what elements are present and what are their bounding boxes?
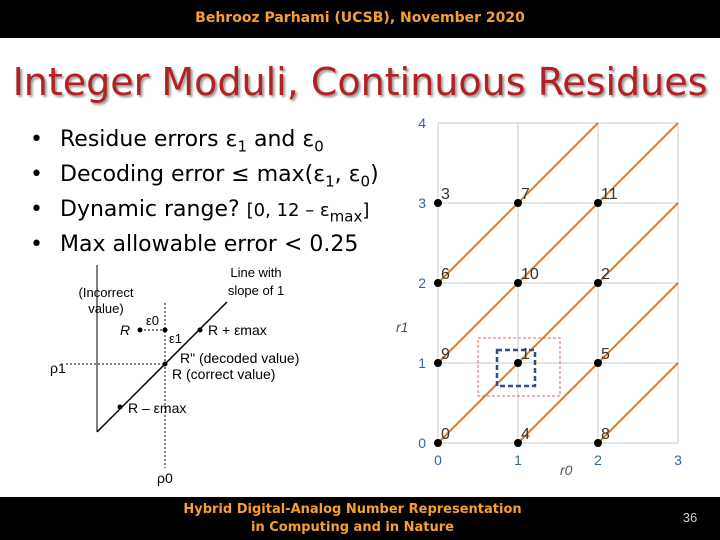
y-tick-label: 2 xyxy=(418,275,426,291)
bullet-item: • Decoding error ≤ $\max(\varepsilon_1$, $\varepsilon_0$) xyxy=(30,157,379,192)
line-caption-1: Line with xyxy=(230,265,282,280)
bullet-dot: • xyxy=(30,127,43,152)
bullet-dot: • xyxy=(30,162,43,187)
r-plus-label: R + εmax xyxy=(208,322,267,338)
page-number: 36 xyxy=(682,510,698,525)
residue-point-label: 7 xyxy=(521,186,530,203)
residue-point-label: 6 xyxy=(441,266,450,283)
residue-point-label: 5 xyxy=(601,346,610,363)
slope-line xyxy=(598,363,678,443)
bullet-dot: • xyxy=(30,232,43,257)
grid-lines xyxy=(438,123,678,443)
eps1-point xyxy=(163,328,168,333)
residue-point-label: 8 xyxy=(601,426,610,443)
residue-grid xyxy=(396,115,695,485)
r-plus-point xyxy=(198,328,203,333)
x-tick-label: 3 xyxy=(674,452,682,468)
x-tick-label: 1 xyxy=(514,452,522,468)
bullet-item: • Max allowable error < 0.25 xyxy=(30,227,379,262)
decoded-point xyxy=(163,362,168,367)
residue-point-label: 0 xyxy=(441,426,450,443)
x-tick-label: 0 xyxy=(434,452,442,468)
y-axis-label: r1 xyxy=(396,319,409,335)
footer-line-1: Hybrid Digital-Analog Number Representation xyxy=(183,502,522,517)
header-bar xyxy=(0,0,720,38)
y-tick-label: 3 xyxy=(418,195,426,211)
rho0-label: ρ0 xyxy=(157,470,173,486)
y-tick-label: 0 xyxy=(418,435,426,451)
footer-line-2: in Computing and in Nature xyxy=(250,520,455,535)
residue-point-label: 3 xyxy=(441,186,450,203)
incorrect-label-2: value) xyxy=(88,301,124,316)
eps0-label: ε0 xyxy=(146,313,160,328)
residue-point-label: 9 xyxy=(441,346,450,363)
residue-point-label: 10 xyxy=(521,266,539,283)
incorrect-label-1: (Incorrect xyxy=(78,285,134,300)
slope-line xyxy=(438,123,678,363)
r-minus-point xyxy=(118,405,123,410)
bullet-item: • Residue errors $\varepsilon_1$ and $\varepsilon_0$ xyxy=(30,122,379,157)
bullet-item: • Dynamic range? [0, $12 - \varepsilon_{max}$] xyxy=(30,192,379,227)
y-tick-label: 1 xyxy=(418,355,426,371)
header-text: Behrooz Parhami (UCSB), November 2020 xyxy=(195,10,525,26)
eps1-label: ε1 xyxy=(169,331,183,346)
footer-text xyxy=(180,501,525,537)
rho1-label: ρ1 xyxy=(50,360,66,376)
slide-title: Integer Moduli, Continuous Residues xyxy=(12,60,708,104)
footer-bar xyxy=(0,497,720,540)
bullet-list xyxy=(30,122,379,262)
y-tick-label: 4 xyxy=(418,115,426,131)
x-tick-label: 2 xyxy=(594,452,602,468)
residue-point-label: 2 xyxy=(601,266,610,283)
incorrect-point xyxy=(138,328,143,333)
ticks-layer xyxy=(418,115,682,468)
x-axis-label: r0 xyxy=(560,462,573,478)
line-caption-2: slope of 1 xyxy=(227,283,285,298)
r-label: R xyxy=(120,322,131,338)
outer-tolerance-box xyxy=(478,338,560,396)
r-minus-label: R – εmax xyxy=(128,400,187,416)
r-correct-label: R (correct value) xyxy=(172,366,276,382)
residue-point-label: 11 xyxy=(601,186,618,203)
points-layer xyxy=(434,186,618,447)
error-diagram xyxy=(0,255,400,495)
residue-point-label: 1 xyxy=(521,346,530,363)
r-decoded-label: R" (decoded value) xyxy=(180,350,300,366)
slope-line xyxy=(438,203,678,443)
residue-point-label: 4 xyxy=(521,426,530,443)
bullet-dot: • xyxy=(30,197,43,222)
